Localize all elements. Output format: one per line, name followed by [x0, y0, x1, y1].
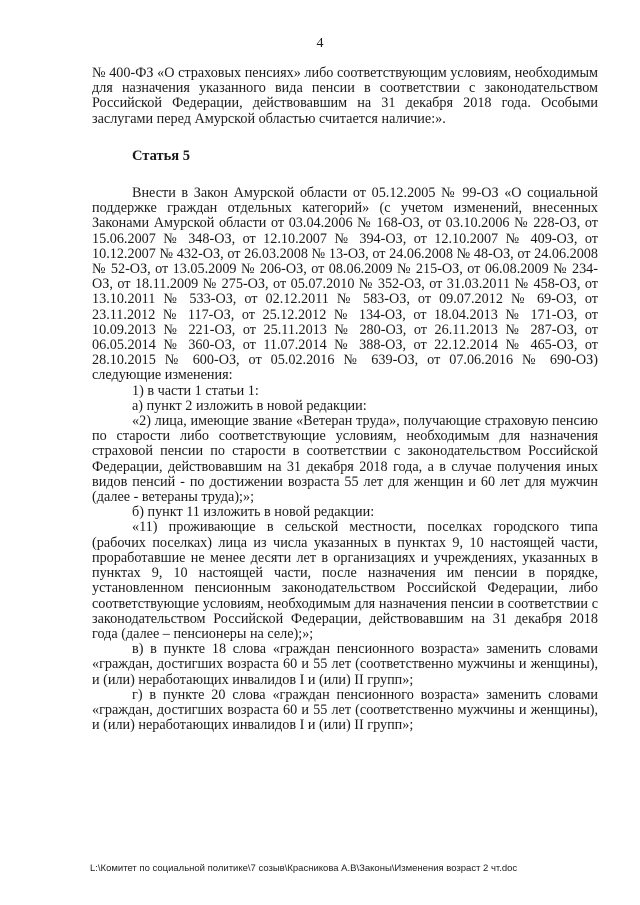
paragraph-intro: № 400-ФЗ «О страховых пенсиях» либо соответствующим условиям, необходимым для назначения указанного вида пенсии в соответствии с законодательством Российской Федерации, действовавшим на 31 декабря 2018 года. Особыми заслугами перед Амурской областью считается наличие:».	[92, 65, 598, 127]
paragraph-amendment-intro: Внести в Закон Амурской области от 05.12.2005 № 99-ОЗ «О социальной поддержке граждан отдельных категорий» (с учетом изменений, внесенных Законами Амурской области от 03.04.2006 № 168-ОЗ, от 03.10.2006 № 228-ОЗ, от 15.06.2007 № 348-ОЗ, от 12.10.2007 № 394-ОЗ, от 12.10.2007 № 409-ОЗ, от 10.12.2007 № 432-ОЗ, от 26.03.2008 № 13-ОЗ, от 24.06.2008 № 48-ОЗ, от 24.06.2008 № 52-ОЗ, от 13.05.2009 № 206-ОЗ, от 08.06.2009 № 215-ОЗ, от 06.08.2009 № 234-ОЗ, от 18.11.2009 № 275-ОЗ, от 05.07.2010 № 352-ОЗ, от 31.03.2011 № 458-ОЗ, от 13.10.2011 № 533-ОЗ, от 02.12.2011 № 583-ОЗ, от 09.07.2012 № 69-ОЗ, от 23.11.2012 № 117-ОЗ, от 25.12.2012 № 134-ОЗ, от 18.04.2013 № 171-ОЗ, от 10.09.2013 № 221-ОЗ, от 25.11.2013 № 280-ОЗ, от 26.11.2013 № 287-ОЗ, от 06.05.2014 № 360-ОЗ, от 11.07.2014 № 388-ОЗ, от 22.12.2014 № 465-ОЗ, от 28.10.2015 № 600-ОЗ, от 05.02.2016 № 639-ОЗ, от 07.06.2016 № 690-ОЗ) следующие изменения:	[92, 185, 598, 384]
paragraph-item-a: а) пункт 2 изложить в новой редакции:	[132, 397, 367, 414]
paragraph-part-1: 1) в части 1 статьи 1:	[132, 382, 259, 399]
footer-file-path: L:\Комитет по социальной политике\7 созыв\Красникова А.В\Законы\Изменения возраст 2 чт.doc	[90, 863, 518, 874]
page-number: 4	[316, 36, 324, 51]
article-heading: Статья 5	[132, 147, 190, 164]
paragraph-point-2: «2) лица, имеющие звание «Ветеран труда», получающие страховую пенсию по старости либо соответствующие условиям, необходимым для назначения страховой пенсии по старости в соответствии с законодательством Российской Федерации, действовавшим на 31 декабря 2018 года, а в случае получения иных видов пенсий - по достижении возраста 55 лет для женщин и 60 лет для мужчин (далее - ветераны труда);»;	[92, 413, 598, 506]
paragraph-item-b: б) пункт 11 изложить в новой редакции:	[132, 504, 375, 521]
paragraph-item-v: в) в пункте 18 слова «граждан пенсионного возраста» заменить словами «граждан, достигших возраста 60 и 55 лет (соответственно мужчины и женщины), и (или) неработающих инвалидов I и (или) II групп»;	[92, 641, 598, 688]
paragraph-item-g: г) в пункте 20 слова «граждан пенсионного возраста» заменить словами «граждан, достигших возраста 60 и 55 лет (соответственно мужчины и женщины), и (или) неработающих инвалидов I и (или) II групп»;	[92, 686, 598, 734]
paragraph-point-11: «11) проживающие в сельской местности, поселках городского типа (рабочих поселках) лица из числа указанных в пунктах 9, 10 настоящей части, проработавшие не менее десяти лет в организациях и учреждениях, указанных в пунктах 9, 10 настоящей части, после назначения им пенсии в порядке, установленном пенсионным законодательством Российской Федерации, либо соответствующие условиям, необходимым для назначения пенсии в соответствии с законодательством Российской Федерации, действовавшим на 31 декабря 2018 года (далее – пенсионеры на селе);»;	[92, 519, 598, 642]
document-body	[92, 66, 598, 733]
